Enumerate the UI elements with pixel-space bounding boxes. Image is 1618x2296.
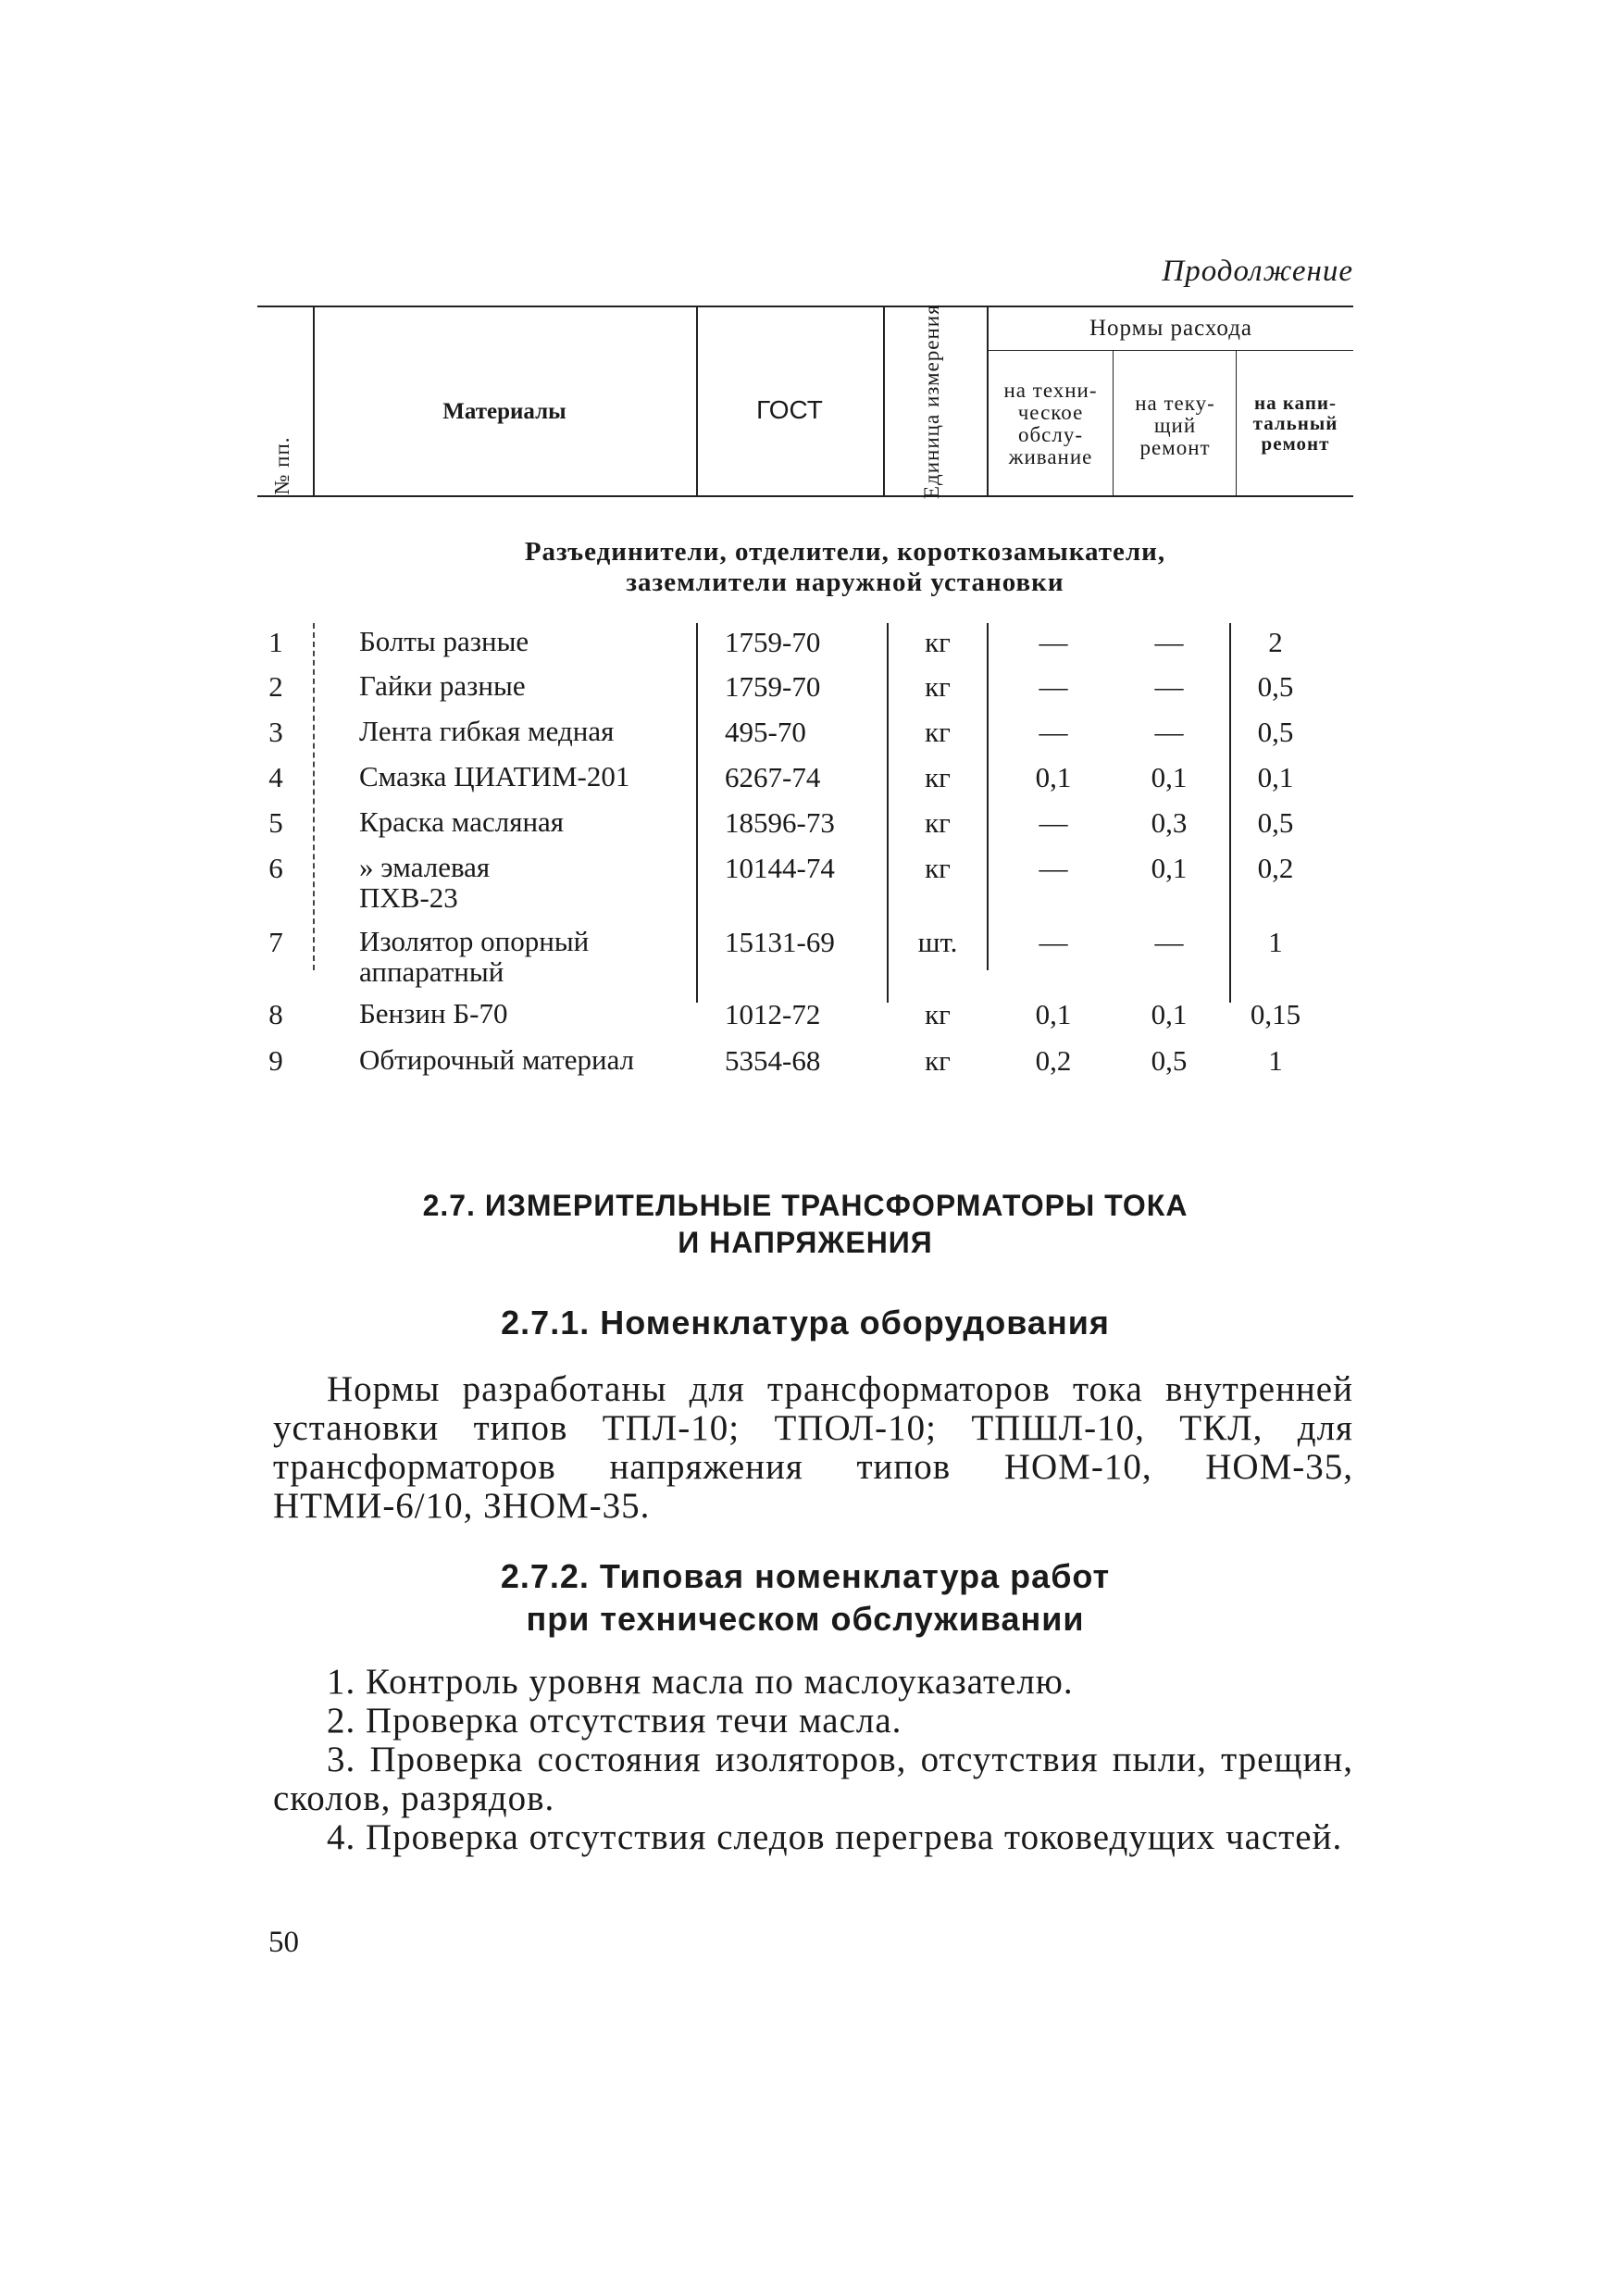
- section-27-title: [257, 1187, 1353, 1261]
- table-cell-capital: 1: [1268, 926, 1283, 958]
- table-cell-gost: 10144-74: [725, 852, 835, 884]
- table-cell-current: —: [1154, 626, 1184, 658]
- table-cell-capital: 0,2: [1257, 852, 1294, 884]
- table-cell-gost: 18596-73: [725, 806, 835, 839]
- materials-table: [257, 306, 1353, 1120]
- table-cell-unit: кг: [925, 806, 951, 839]
- table-cell-material: Краска масляная: [359, 805, 565, 838]
- list-item-text: 4. Проверка отсутствия следов перегрева токоведущих частей.: [327, 1817, 1343, 1857]
- body-divider-1: [313, 623, 315, 970]
- continuation-label: Продолжение: [1162, 255, 1353, 288]
- table-cell-capital: 0,15: [1250, 998, 1301, 1030]
- list-item-text: 1. Контроль уровня масла по маслоуказателю.: [327, 1662, 1074, 1702]
- table-cell-num: 9: [268, 1044, 283, 1077]
- table-cell-unit: шт.: [917, 926, 958, 958]
- table-cell-material: Болты разные: [359, 625, 529, 657]
- table-cell-current: 0,5: [1151, 1044, 1188, 1077]
- table-cell-material: Лента гибкая медная: [359, 715, 615, 747]
- section-27-title-line2: И НАПРЯЖЕНИЯ: [678, 1226, 933, 1259]
- section-27-title-line1: 2.7. ИЗМЕРИТЕЛЬНЫЕ ТРАНСФОРМАТОРЫ ТОКА: [422, 1189, 1189, 1222]
- table-cell-capital: 0,5: [1257, 670, 1294, 703]
- table-cell-num: 5: [268, 806, 283, 839]
- table-cell-gost: 1759-70: [725, 670, 821, 703]
- table-cell-gost: 5354-68: [725, 1044, 821, 1077]
- body-divider-3: [887, 623, 889, 1003]
- table-cell-maint: —: [1039, 926, 1068, 958]
- page-number: 50: [268, 1926, 299, 1959]
- body-divider-2: [696, 623, 698, 1003]
- table-cell-current: —: [1154, 716, 1184, 748]
- header-num: № пп.: [270, 436, 293, 495]
- table-cell-material: Обтирочный материал: [359, 1043, 635, 1076]
- table-cell-unit: кг: [925, 1044, 951, 1077]
- table-cell-capital: 0,1: [1257, 761, 1294, 793]
- table-cell-capital: 0,5: [1257, 806, 1294, 839]
- table-cell-num: 4: [268, 761, 283, 793]
- table-cell-gost: 495-70: [725, 716, 806, 748]
- table-cell-current: —: [1154, 926, 1184, 958]
- header-divider-6: [1236, 350, 1237, 495]
- table-cell-current: 0,3: [1151, 806, 1188, 839]
- table-cell-unit: кг: [925, 626, 951, 658]
- list-item-text: 2. Проверка отсутствия течи масла.: [327, 1701, 902, 1741]
- section-271-title: 2.7.1. Номенклатура оборудования: [501, 1304, 1110, 1341]
- table-cell-maint: —: [1039, 806, 1068, 839]
- table-cell-current: 0,1: [1151, 852, 1188, 884]
- table-cell-material: Бензин Б-70: [359, 997, 508, 1029]
- table-cell-material: Смазка ЦИАТИМ-201: [359, 760, 630, 792]
- header-current-repair: на теку- щий ремонт: [1135, 392, 1215, 460]
- table-cell-maint: —: [1039, 716, 1068, 748]
- table-cell-maint: 0,1: [1035, 761, 1072, 793]
- table-cell-maint: —: [1039, 852, 1068, 884]
- table-cell-maint: 0,2: [1035, 1044, 1072, 1077]
- body-divider-4: [987, 623, 989, 970]
- table-cell-gost: 6267-74: [725, 761, 821, 793]
- table-cell-capital: 0,5: [1257, 716, 1294, 748]
- table-cell-unit: кг: [925, 670, 951, 703]
- table-cell-material: » эмалевая ПХВ-23: [359, 851, 491, 914]
- table-section-caption: Разъединители, отделители, короткозамыкатели, заземлители наружной установки: [524, 537, 1166, 598]
- section-272-title-line1: 2.7.2. Типовая номенклатура работ: [500, 1557, 1111, 1595]
- section-271-paragraph: [273, 1370, 1353, 1526]
- header-materials: Материалы: [442, 399, 566, 424]
- table-cell-num: 1: [268, 626, 283, 658]
- table-cell-num: 2: [268, 670, 283, 703]
- table-cell-num: 6: [268, 852, 283, 884]
- header-divider-5: [1113, 350, 1114, 495]
- table-cell-unit: кг: [925, 716, 951, 748]
- table-cell-num: 7: [268, 926, 283, 958]
- table-cell-gost: 15131-69: [725, 926, 835, 958]
- list-item: [273, 1741, 1353, 1818]
- body-divider-5: [1229, 623, 1231, 1003]
- header-gost: ГОСТ: [756, 395, 823, 424]
- table-cell-current: 0,1: [1151, 761, 1188, 793]
- header-bottom-rule: [257, 495, 1353, 497]
- header-norms-group: Нормы расхода: [1089, 316, 1253, 341]
- table-top-rule: [257, 306, 1353, 307]
- table-cell-capital: 2: [1268, 626, 1283, 658]
- list-item: [273, 1702, 1353, 1741]
- section-271-paragraph-text: Нормы разработаны для трансформаторов тока внутренней установки типов ТПЛ-10; ТПОЛ-10; ТПШЛ-10, ТКЛ, для трансформаторов напряжения типов НОМ-10, НОМ-35, НТМИ-6/10, ЗНОМ-35.: [273, 1369, 1353, 1526]
- section-272-title: [257, 1555, 1353, 1641]
- list-item-text: 3. Проверка состояния изоляторов, отсутствия пыли, трещин, сколов, разрядов.: [273, 1740, 1353, 1818]
- table-cell-gost: 1759-70: [725, 626, 821, 658]
- header-capital-repair: на капи- тальный ремонт: [1252, 392, 1338, 455]
- header-maintenance: на техни- ческое обслу- живание: [1003, 379, 1098, 469]
- table-cell-num: 3: [268, 716, 283, 748]
- header-divider-3: [883, 306, 885, 495]
- table-cell-capital: 1: [1268, 1044, 1283, 1077]
- section-272-list: [273, 1663, 1353, 1857]
- table-cell-maint: 0,1: [1035, 998, 1072, 1030]
- table-cell-unit: кг: [925, 998, 951, 1030]
- table-cell-current: —: [1154, 670, 1184, 703]
- table-cell-material: Гайки разные: [359, 669, 526, 702]
- table-cell-current: 0,1: [1151, 998, 1188, 1030]
- table-cell-num: 8: [268, 998, 283, 1030]
- table-cell-material: Изолятор опорный аппаратный: [359, 925, 590, 988]
- table-cell-maint: —: [1039, 670, 1068, 703]
- table-cell-maint: —: [1039, 626, 1068, 658]
- table-cell-gost: 1012-72: [725, 998, 821, 1030]
- list-item: [273, 1818, 1353, 1857]
- table-cell-unit: кг: [925, 761, 951, 793]
- norms-group-rule: [987, 350, 1353, 351]
- section-272-title-line2: при техническом обслуживании: [526, 1600, 1085, 1638]
- header-unit: Единица измерения: [920, 304, 943, 499]
- table-cell-unit: кг: [925, 852, 951, 884]
- list-item: [273, 1663, 1353, 1702]
